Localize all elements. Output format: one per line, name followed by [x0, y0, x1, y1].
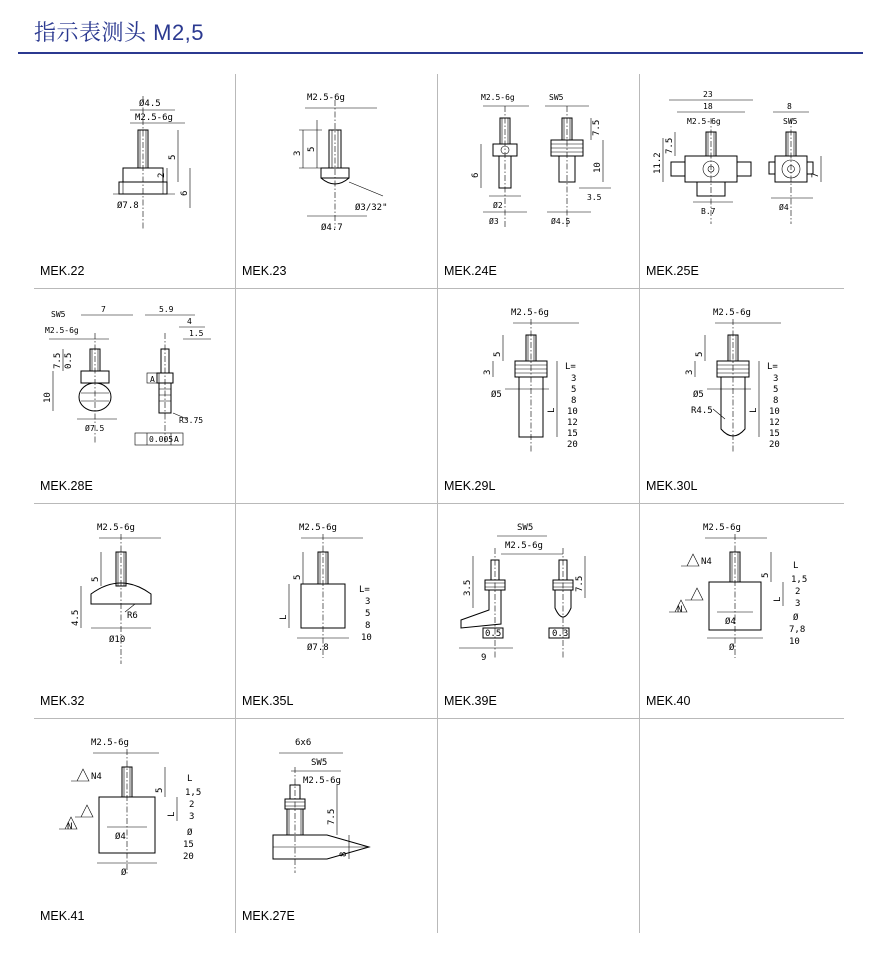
svg-text:N: N — [66, 822, 72, 832]
svg-text:5: 5 — [364, 609, 370, 619]
svg-text:M2.5-6g: M2.5-6g — [298, 523, 337, 533]
figure-row — [34, 289, 844, 504]
figure-row — [34, 74, 844, 289]
svg-text:0.5: 0.5 — [63, 352, 74, 369]
svg-text:M2.5-6g: M2.5-6g — [44, 326, 79, 335]
figure-caption: MEK.28E — [40, 479, 93, 493]
svg-text:SW5: SW5 — [50, 310, 65, 319]
svg-text:Ø4.5: Ø4.5 — [550, 217, 570, 226]
drawing-mek39e — [438, 508, 639, 678]
svg-text:10: 10 — [566, 407, 578, 417]
figure-cell-empty-3 — [640, 719, 842, 933]
svg-text:5: 5 — [773, 385, 779, 395]
figure-caption: MEK.23 — [242, 264, 287, 278]
svg-text:7.5: 7.5 — [591, 119, 602, 136]
svg-text:Ø10: Ø10 — [108, 635, 125, 645]
drawing-mek29l — [438, 293, 639, 463]
svg-text:12: 12 — [566, 418, 578, 428]
figure-cell-mek28e — [34, 289, 236, 503]
figure-cell-mek41 — [34, 719, 236, 933]
svg-text:M2.5-6g: M2.5-6g — [302, 776, 341, 786]
svg-text:N: N — [677, 605, 683, 615]
svg-text:7.5: 7.5 — [52, 352, 63, 369]
svg-text:N4: N4 — [701, 557, 712, 567]
svg-text:7.5: 7.5 — [574, 575, 585, 592]
figure-caption: MEK.35L — [242, 694, 294, 708]
svg-text:Ø3: Ø3 — [488, 217, 499, 226]
figure-caption: MEK.25E — [646, 264, 699, 278]
figure-cell-mek32 — [34, 504, 236, 718]
svg-text:8: 8 — [338, 851, 349, 857]
svg-text:7.5: 7.5 — [665, 137, 675, 154]
drawing-mek35l — [236, 508, 437, 678]
svg-text:Ø: Ø — [186, 828, 192, 838]
svg-text:1.5: 1.5 — [188, 329, 203, 338]
figure-caption: MEK.40 — [646, 694, 691, 708]
svg-text:M2.5-6g: M2.5-6g — [134, 113, 173, 123]
svg-text:5: 5 — [292, 574, 303, 580]
svg-text:10: 10 — [769, 407, 780, 417]
svg-text:Ø2: Ø2 — [492, 201, 503, 210]
svg-text:10: 10 — [789, 637, 800, 647]
drawing-mek40 — [640, 508, 842, 678]
svg-text:5: 5 — [492, 351, 503, 357]
svg-text:3.5: 3.5 — [586, 193, 601, 202]
svg-text:3: 3 — [364, 597, 370, 607]
svg-text:4: 4 — [186, 317, 192, 326]
svg-text:6: 6 — [470, 172, 481, 178]
drawing-empty — [640, 723, 842, 893]
svg-text:Ø4: Ø4 — [725, 617, 736, 627]
drawing-mek30l — [640, 293, 842, 463]
figure-cell-mek39e — [438, 504, 640, 718]
svg-text:L: L — [793, 561, 799, 571]
svg-text:SW5: SW5 — [783, 117, 798, 126]
svg-text:Ø7.5: Ø7.5 — [84, 424, 104, 433]
svg-text:Ø5: Ø5 — [693, 390, 704, 400]
svg-text:A: A — [149, 375, 155, 384]
drawing-mek25e — [640, 78, 842, 248]
svg-text:L: L — [278, 614, 289, 620]
svg-text:Ø5: Ø5 — [490, 390, 502, 400]
svg-text:1,5: 1,5 — [184, 788, 201, 798]
svg-text:M2.5-6g: M2.5-6g — [687, 117, 721, 126]
svg-text:A: A — [173, 435, 179, 444]
figure-caption: MEK.39E — [444, 694, 497, 708]
figure-cell-mek29l — [438, 289, 640, 503]
svg-text:Ø: Ø — [793, 613, 799, 623]
svg-text:3: 3 — [188, 812, 194, 822]
figure-cell-mek30l — [640, 289, 842, 503]
svg-text:Ø4.7: Ø4.7 — [320, 223, 343, 233]
svg-text:7: 7 — [100, 305, 106, 314]
svg-text:20: 20 — [182, 852, 194, 862]
figure-caption: MEK.32 — [40, 694, 85, 708]
svg-text:5.9: 5.9 — [158, 305, 173, 314]
figure-row — [34, 719, 844, 933]
svg-text:15: 15 — [566, 429, 578, 439]
svg-text:5: 5 — [695, 351, 705, 357]
svg-text:18: 18 — [703, 102, 713, 111]
figure-caption: MEK.30L — [646, 479, 698, 493]
svg-text:L=: L= — [767, 362, 778, 372]
svg-text:8: 8 — [787, 102, 792, 111]
drawing-mek32 — [34, 508, 235, 678]
svg-text:Ø: Ø — [120, 868, 126, 878]
svg-text:5: 5 — [761, 572, 771, 578]
svg-text:8: 8 — [570, 396, 576, 406]
figure-row — [34, 504, 844, 719]
svg-text:SW5: SW5 — [548, 93, 563, 102]
drawing-mek41 — [34, 723, 235, 893]
svg-text:Ø4: Ø4 — [114, 832, 126, 842]
figure-cell-mek35l — [236, 504, 438, 718]
svg-text:L: L — [749, 407, 759, 413]
svg-text:5: 5 — [306, 146, 317, 152]
svg-text:M2.5-6g: M2.5-6g — [306, 93, 345, 103]
drawing-mek28e — [34, 293, 235, 463]
svg-text:R6: R6 — [126, 611, 138, 621]
svg-text:Ø7.8: Ø7.8 — [116, 201, 139, 211]
svg-text:0.005: 0.005 — [148, 435, 173, 444]
figure-caption: MEK.29L — [444, 479, 496, 493]
svg-text:L=: L= — [358, 585, 370, 595]
figure-caption: MEK.27E — [242, 909, 295, 923]
svg-text:B.7: B.7 — [701, 207, 716, 216]
svg-text:3: 3 — [292, 150, 303, 156]
svg-text:2: 2 — [188, 800, 194, 810]
svg-text:12: 12 — [769, 418, 780, 428]
svg-text:3: 3 — [685, 369, 695, 375]
svg-text:SW5: SW5 — [516, 523, 533, 533]
svg-text:6: 6 — [179, 190, 190, 196]
svg-text:23: 23 — [703, 90, 713, 99]
svg-text:L: L — [773, 596, 783, 602]
drawing-mek23 — [236, 78, 437, 248]
svg-text:11.2: 11.2 — [653, 152, 663, 174]
svg-text:0.3: 0.3 — [551, 629, 568, 639]
svg-text:3: 3 — [482, 369, 493, 375]
svg-text:15: 15 — [182, 840, 194, 850]
svg-text:6x6: 6x6 — [294, 738, 311, 748]
drawing-mek22 — [34, 78, 235, 248]
svg-text:M2.5-6g: M2.5-6g — [510, 308, 549, 318]
svg-text:M2.5-6g: M2.5-6g — [713, 308, 751, 318]
drawing-empty — [236, 293, 437, 463]
svg-text:L=: L= — [564, 362, 576, 372]
svg-text:N4: N4 — [90, 772, 102, 782]
figure-cell-mek40 — [640, 504, 842, 718]
svg-text:10: 10 — [592, 162, 603, 173]
svg-text:3.5: 3.5 — [462, 579, 473, 596]
svg-text:8: 8 — [773, 396, 779, 406]
svg-text:Ø: Ø — [729, 643, 735, 653]
figure-cell-mek27e — [236, 719, 438, 933]
svg-text:10: 10 — [42, 392, 53, 403]
svg-text:7.5: 7.5 — [326, 808, 337, 825]
svg-text:3: 3 — [570, 374, 576, 384]
svg-text:20: 20 — [769, 440, 780, 450]
svg-text:5: 5 — [167, 154, 178, 160]
svg-text:7,8: 7,8 — [789, 625, 806, 635]
svg-text:Ø4: Ø4 — [779, 203, 789, 212]
figure-cell-empty-2 — [438, 719, 640, 933]
svg-text:1,5: 1,5 — [791, 575, 808, 585]
svg-text:3: 3 — [795, 599, 801, 609]
svg-text:M2.5-6g: M2.5-6g — [504, 541, 543, 551]
svg-text:3: 3 — [773, 374, 779, 384]
figure-caption: MEK.22 — [40, 264, 85, 278]
svg-text:L: L — [186, 774, 192, 784]
figure-cell-mek22 — [34, 74, 236, 288]
drawing-empty — [438, 723, 639, 893]
svg-text:2: 2 — [795, 587, 801, 597]
figure-cell-mek23 — [236, 74, 438, 288]
svg-text:R4.5: R4.5 — [691, 406, 713, 416]
svg-text:M2.5-6g: M2.5-6g — [96, 523, 135, 533]
svg-text:9: 9 — [480, 653, 486, 663]
svg-text:20: 20 — [566, 440, 578, 450]
svg-text:5: 5 — [570, 385, 576, 395]
figure-grid — [34, 74, 844, 933]
title-divider — [18, 52, 863, 54]
svg-text:Ø7.8: Ø7.8 — [306, 643, 329, 653]
svg-text:SW5: SW5 — [310, 758, 327, 768]
figure-cell-empty-1 — [236, 289, 438, 503]
page-title: 指示表测头 M2,5 — [34, 20, 205, 45]
svg-text:L: L — [546, 407, 557, 413]
drawing-mek24e — [438, 78, 639, 248]
svg-text:M2.5-6g: M2.5-6g — [703, 523, 741, 533]
svg-text:L: L — [166, 811, 177, 817]
svg-text:15: 15 — [769, 429, 780, 439]
svg-text:R3.75: R3.75 — [178, 416, 203, 425]
figure-caption: MEK.41 — [40, 909, 85, 923]
svg-text:10: 10 — [360, 633, 372, 643]
svg-text:5: 5 — [90, 576, 101, 582]
svg-text:0.5: 0.5 — [484, 629, 501, 639]
svg-text:M2.5-6g: M2.5-6g — [90, 738, 129, 748]
figure-caption: MEK.24E — [444, 264, 497, 278]
svg-text:4.5: 4.5 — [70, 609, 81, 626]
drawing-mek27e — [236, 723, 437, 893]
figure-cell-mek25e — [640, 74, 842, 288]
svg-text:Ø3/32": Ø3/32" — [354, 203, 388, 213]
figure-cell-mek24e — [438, 74, 640, 288]
svg-text:Ø4.5: Ø4.5 — [138, 99, 161, 109]
svg-text:7: 7 — [811, 172, 821, 178]
svg-text:5: 5 — [154, 787, 165, 793]
svg-text:2: 2 — [156, 172, 167, 178]
svg-text:8: 8 — [364, 621, 370, 631]
svg-text:M2.5-6g: M2.5-6g — [480, 93, 515, 102]
